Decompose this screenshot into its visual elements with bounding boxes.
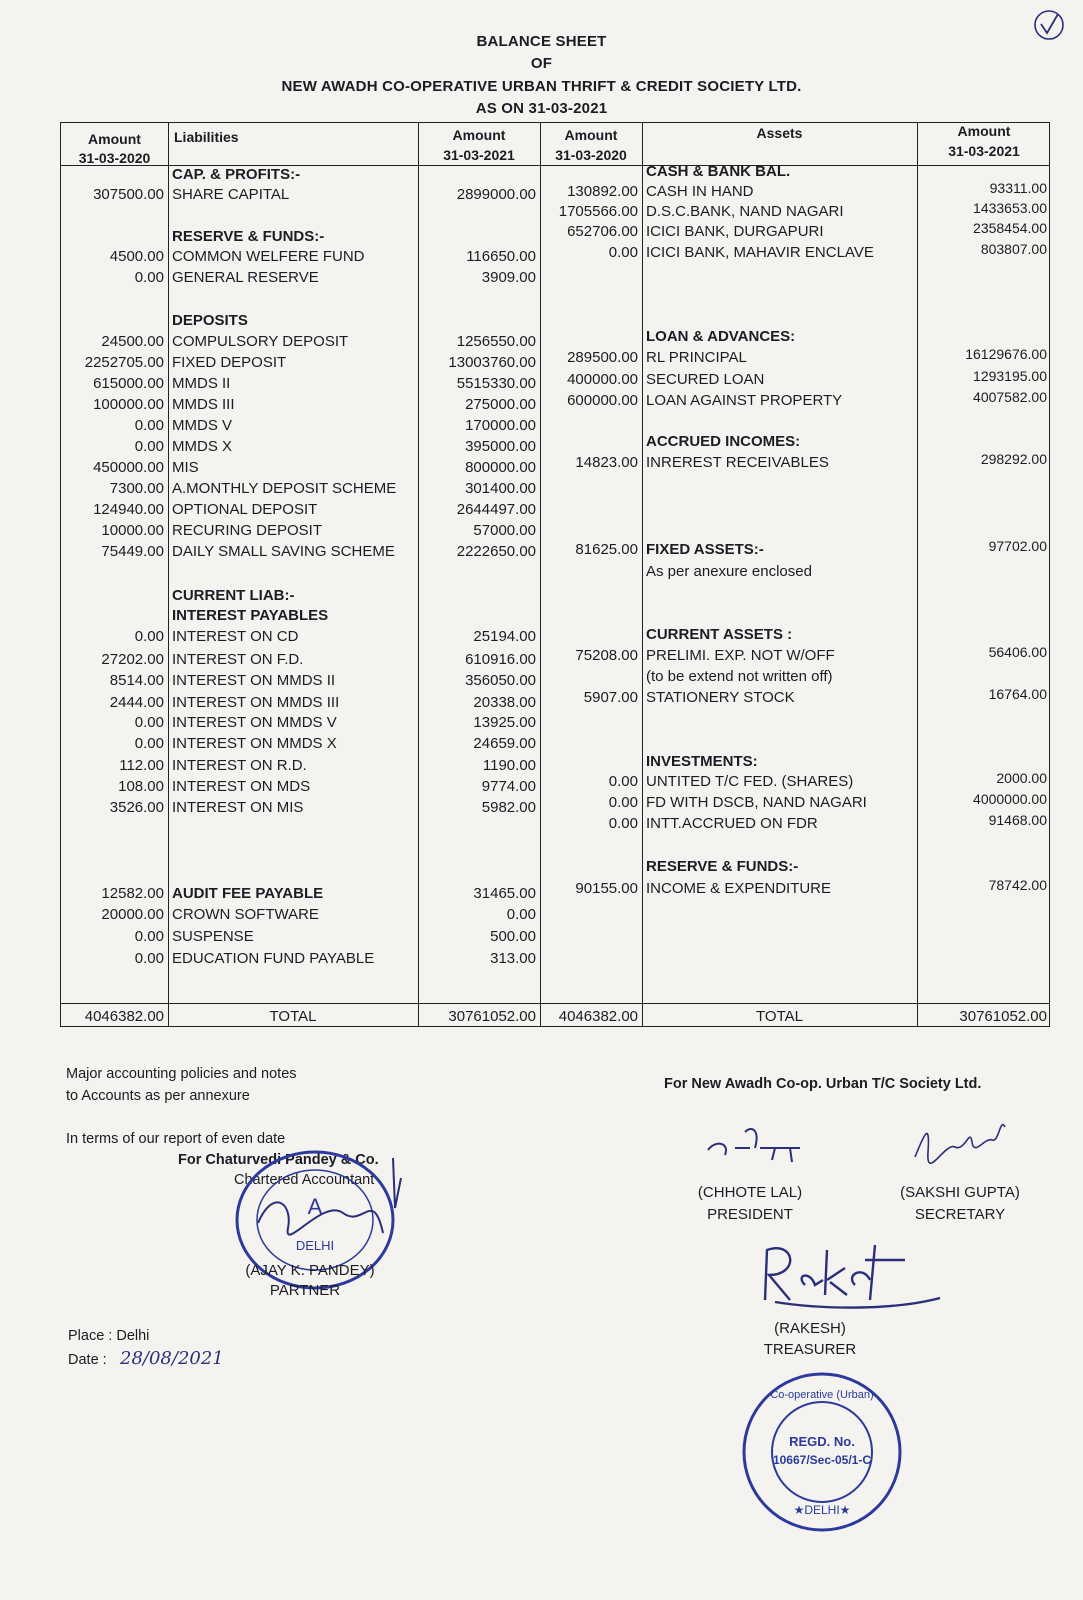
col-amount-curr: Amount (452, 127, 506, 143)
asset-curr-amount: 2358454.00 (973, 220, 1047, 236)
treasurer-role: TREASURER (763, 1341, 857, 1358)
liability-prev-amount: 24500.00 (101, 333, 164, 350)
liability-prev-amount: 27202.00 (101, 651, 164, 668)
liability-label: INTEREST ON F.D. (172, 651, 304, 668)
asset-label: FD WITH DSCB, NAND NAGARI (646, 794, 867, 811)
balance-sheet-table (60, 122, 1050, 1027)
asset-curr-amount: 93311.00 (989, 180, 1047, 196)
liability-curr-amount: 116650.00 (466, 248, 536, 265)
liability-prev-amount: 8514.00 (109, 672, 164, 689)
asset-label: INVESTMENTS: (646, 753, 758, 770)
asset-curr-amount: 16764.00 (988, 686, 1047, 702)
col-amount-asset-curr: Amount (957, 123, 1011, 139)
doc-title-of: OF (530, 55, 553, 72)
policy-note-1: Major accounting policies and notes (66, 1066, 297, 1082)
liability-prev-amount: 2252705.00 (84, 354, 164, 371)
liability-label: DAILY SMALL SAVING SCHEME (172, 543, 395, 560)
asset-prev-amount: 400000.00 (567, 371, 638, 388)
liability-label: COMMON WELFERE FUND (172, 248, 365, 265)
liability-label: CAP. & PROFITS:- (172, 166, 301, 183)
total-asset-prev: 4046382.00 (558, 1008, 638, 1025)
liability-prev-amount: 0.00 (134, 735, 164, 752)
treasurer-signature (755, 1240, 945, 1310)
asset-label: ACCRUED INCOMES: (646, 433, 801, 450)
asset-label: INCOME & EXPENDITURE (646, 880, 832, 897)
liability-label: CROWN SOFTWARE (172, 906, 319, 923)
col-date-asset-prev: 31-03-2020 (555, 147, 627, 163)
liability-label: A.MONTHLY DEPOSIT SCHEME (172, 480, 397, 497)
liability-curr-amount: 275000.00 (465, 396, 536, 413)
secretary-role: SECRETARY (914, 1206, 1006, 1223)
liability-curr-amount: 3909.00 (481, 269, 536, 286)
liability-label: MMDS X (172, 438, 232, 455)
liability-label: FIXED DEPOSIT (172, 354, 287, 371)
policy-note-2: to Accounts as per annexure (66, 1088, 250, 1104)
asset-prev-amount: 600000.00 (567, 392, 638, 409)
asset-prev-amount: 0.00 (608, 244, 638, 261)
total-asset-curr: 30761052.00 (959, 1008, 1047, 1025)
asset-label: FIXED ASSETS:- (646, 541, 764, 558)
liability-label: SUSPENSE (172, 928, 254, 945)
liability-prev-amount: 0.00 (134, 928, 164, 945)
svg-text:Co-operative (Urban): Co-operative (Urban) (770, 1389, 874, 1401)
liability-curr-amount: 500.00 (490, 928, 536, 945)
asset-curr-amount: 298292.00 (980, 451, 1047, 467)
liability-curr-amount: 0.00 (506, 906, 536, 923)
report-note: In terms of our report of even date (66, 1131, 286, 1147)
total-asset-label: TOTAL (756, 1008, 803, 1025)
liability-label: MMDS V (172, 417, 232, 434)
col-assets: Assets (756, 125, 803, 141)
asset-label: (to be extend not written off) (646, 668, 833, 685)
asset-curr-amount: 97702.00 (988, 538, 1047, 554)
asset-label: SECURED LOAN (646, 371, 765, 388)
asset-curr-amount: 78742.00 (988, 877, 1047, 893)
liability-curr-amount: 2644497.00 (456, 501, 536, 518)
liability-curr-amount: 24659.00 (473, 735, 536, 752)
asset-curr-amount: 4000000.00 (973, 791, 1047, 807)
col-date-asset-curr: 31-03-2021 (948, 143, 1020, 159)
liability-label: CURRENT LIAB:- (172, 587, 295, 604)
liability-label: SHARE CAPITAL (172, 186, 290, 203)
secretary-name: (SAKSHI GUPTA) (900, 1184, 1020, 1201)
asset-curr-amount: 2000.00 (996, 770, 1047, 786)
liability-curr-amount: 5982.00 (481, 799, 536, 816)
liability-label: INTEREST PAYABLES (172, 607, 329, 624)
asset-prev-amount: 75208.00 (575, 647, 638, 664)
asset-curr-amount: 1433653.00 (973, 200, 1047, 216)
auditor-role: Chartered Accountant (234, 1172, 375, 1188)
asset-curr-amount: 91468.00 (988, 812, 1047, 828)
liability-label: INTEREST ON MDS (172, 778, 311, 795)
society-signatory-heading: For New Awadh Co-op. Urban T/C Society Ltd. (664, 1076, 982, 1092)
asset-label: LOAN & ADVANCES: (646, 328, 796, 345)
asset-prev-amount: 130892.00 (567, 183, 638, 200)
asset-label: UNTITED T/C FED. (SHARES) (646, 773, 854, 790)
auditor-firm: For Chaturvedi Pandey & Co. (178, 1152, 379, 1168)
col-amount-asset-prev: Amount (564, 127, 618, 143)
svg-text:DELHI: DELHI (295, 1238, 335, 1253)
asset-prev-amount: 5907.00 (583, 689, 638, 706)
col-amount-prev: Amount (88, 131, 141, 147)
col-date-prev: 31-03-2020 (78, 150, 151, 166)
doc-title: BALANCE SHEET (476, 33, 607, 50)
asset-label: ICICI BANK, MAHAVIR ENCLAVE (646, 244, 874, 261)
liability-label: MMDS II (172, 375, 231, 392)
liability-prev-amount: 4500.00 (109, 248, 164, 265)
liability-prev-amount: 0.00 (134, 628, 164, 645)
asset-prev-amount: 289500.00 (567, 349, 638, 366)
asset-prev-amount: 652706.00 (567, 223, 638, 240)
liability-curr-amount: 57000.00 (473, 522, 536, 539)
liability-label: COMPULSORY DEPOSIT (172, 333, 349, 350)
asset-label: D.S.C.BANK, NAND NAGARI (646, 203, 844, 220)
asset-curr-amount: 1293195.00 (973, 368, 1047, 384)
liability-curr-amount: 31465.00 (473, 885, 536, 902)
liability-label: INTEREST ON MIS (172, 799, 304, 816)
liability-curr-amount: 13925.00 (473, 714, 536, 731)
asset-label: CASH IN HAND (646, 183, 754, 200)
total-liab-prev: 4046382.00 (84, 1008, 164, 1025)
liability-prev-amount: 0.00 (134, 714, 164, 731)
asset-label: ICICI BANK, DURGAPURI (646, 223, 824, 240)
liability-label: GENERAL RESERVE (172, 269, 319, 286)
asset-prev-amount: 1705566.00 (558, 203, 638, 220)
liability-prev-amount: 0.00 (134, 417, 164, 434)
date-value: 28/08/2021 (120, 1348, 224, 1369)
svg-text:★DELHI★: ★DELHI★ (793, 1503, 851, 1517)
liability-prev-amount: 0.00 (134, 950, 164, 967)
president-name: (CHHOTE LAL) (697, 1184, 803, 1201)
asset-label: RESERVE & FUNDS:- (646, 858, 799, 875)
asset-label: STATIONERY STOCK (646, 689, 795, 706)
liability-curr-amount: 356050.00 (465, 672, 536, 689)
liability-curr-amount: 1190.00 (482, 757, 536, 774)
svg-text:REGD. No.: REGD. No. (789, 1434, 855, 1449)
asset-label: INTT.ACCRUED ON FDR (646, 815, 818, 832)
liability-label: INTEREST ON R.D. (172, 757, 307, 774)
liability-label: INTEREST ON MMDS II (172, 672, 336, 689)
asset-prev-amount: 14823.00 (575, 454, 638, 471)
asset-prev-amount: 0.00 (608, 773, 638, 790)
liability-curr-amount: 9774.00 (481, 778, 536, 795)
treasurer-name: (RAKESH) (774, 1320, 846, 1337)
partner-role: PARTNER (269, 1282, 341, 1299)
liability-curr-amount: 313.00 (490, 950, 536, 967)
asset-label: As per anexure enclosed (646, 563, 812, 580)
asset-label: LOAN AGAINST PROPERTY (646, 392, 843, 409)
society-name: NEW AWADH CO-OPERATIVE URBAN THRIFT & CREDIT SOCIETY LTD. (281, 78, 802, 95)
asset-label: RL PRINCIPAL (646, 349, 747, 366)
liability-prev-amount: 615000.00 (93, 375, 164, 392)
asset-label: PRELIMI. EXP. NOT W/OFF (646, 647, 835, 664)
liability-prev-amount: 307500.00 (93, 186, 164, 203)
liability-label: RESERVE & FUNDS:- (172, 228, 325, 245)
asset-prev-amount: 0.00 (608, 794, 638, 811)
asset-curr-amount: 803807.00 (980, 241, 1047, 257)
liability-label: INTEREST ON MMDS III (172, 694, 340, 711)
liability-label: INTEREST ON MMDS V (172, 714, 337, 731)
svg-text:10667/Sec-05/1-C: 10667/Sec-05/1-C (772, 1453, 872, 1467)
liability-prev-amount: 12582.00 (101, 885, 164, 902)
liability-curr-amount: 5515330.00 (456, 375, 536, 392)
svg-text:A: A (307, 1194, 323, 1219)
liability-prev-amount: 75449.00 (101, 543, 164, 560)
partner-name: (AJAY K. PANDEY) (245, 1262, 375, 1279)
society-seal (738, 1368, 906, 1536)
liability-prev-amount: 2444.00 (109, 694, 164, 711)
asset-label: CASH & BANK BAL. (646, 163, 791, 180)
asset-curr-amount: 56406.00 (988, 644, 1047, 660)
president-role: PRESIDENT (707, 1206, 793, 1223)
liability-label: INTEREST ON CD (172, 628, 299, 645)
liability-prev-amount: 0.00 (134, 269, 164, 286)
liability-curr-amount: 2222650.00 (456, 543, 536, 560)
liability-prev-amount: 3526.00 (109, 799, 164, 816)
liability-prev-amount: 112.00 (119, 757, 164, 774)
liability-label: AUDIT FEE PAYABLE (172, 885, 324, 902)
liability-curr-amount: 25194.00 (473, 628, 536, 645)
liability-label: MIS (172, 459, 199, 476)
liability-prev-amount: 108.00 (118, 778, 164, 795)
asset-prev-amount: 0.00 (608, 815, 638, 832)
asset-curr-amount: 4007582.00 (973, 389, 1047, 405)
liability-curr-amount: 170000.00 (465, 417, 536, 434)
liability-curr-amount: 13003760.00 (448, 354, 536, 371)
liability-prev-amount: 20000.00 (101, 906, 164, 923)
asset-prev-amount: 81625.00 (575, 541, 638, 558)
liability-curr-amount: 1256550.00 (456, 333, 536, 350)
liability-label: OPTIONAL DEPOSIT (172, 501, 318, 518)
liability-curr-amount: 20338.00 (473, 694, 536, 711)
liability-curr-amount: 610916.00 (465, 651, 536, 668)
total-liab-curr: 30761052.00 (448, 1008, 536, 1025)
liability-prev-amount: 7300.00 (109, 480, 164, 497)
liability-prev-amount: 100000.00 (93, 396, 164, 413)
liability-label: DEPOSITS (172, 312, 248, 329)
liability-curr-amount: 301400.00 (465, 480, 536, 497)
liability-label: RECURING DEPOSIT (172, 522, 323, 539)
liability-label: MMDS III (172, 396, 235, 413)
asset-label: CURRENT ASSETS : (646, 626, 793, 643)
asset-curr-amount: 16129676.00 (965, 346, 1047, 362)
place: Place : Delhi (68, 1328, 150, 1344)
liability-prev-amount: 124940.00 (93, 501, 164, 518)
liability-label: INTEREST ON MMDS X (172, 735, 337, 752)
liability-label: EDUCATION FUND PAYABLE (172, 950, 375, 967)
asset-label: INREREST RECEIVABLES (646, 454, 829, 471)
secretary-signature (910, 1112, 1010, 1172)
liability-curr-amount: 395000.00 (465, 438, 536, 455)
col-date-curr: 31-03-2021 (443, 147, 515, 163)
president-signature (700, 1120, 810, 1170)
liability-curr-amount: 800000.00 (465, 459, 536, 476)
liability-prev-amount: 10000.00 (101, 522, 164, 539)
liability-curr-amount: 2899000.00 (456, 186, 536, 203)
liability-prev-amount: 0.00 (134, 438, 164, 455)
col-liabilities: Liabilities (174, 129, 239, 145)
as-on-date: AS ON 31-03-2021 (475, 100, 608, 117)
date-label: Date : (68, 1352, 107, 1368)
total-liab-label: TOTAL (269, 1008, 317, 1025)
asset-prev-amount: 90155.00 (575, 880, 638, 897)
liability-prev-amount: 450000.00 (93, 459, 164, 476)
